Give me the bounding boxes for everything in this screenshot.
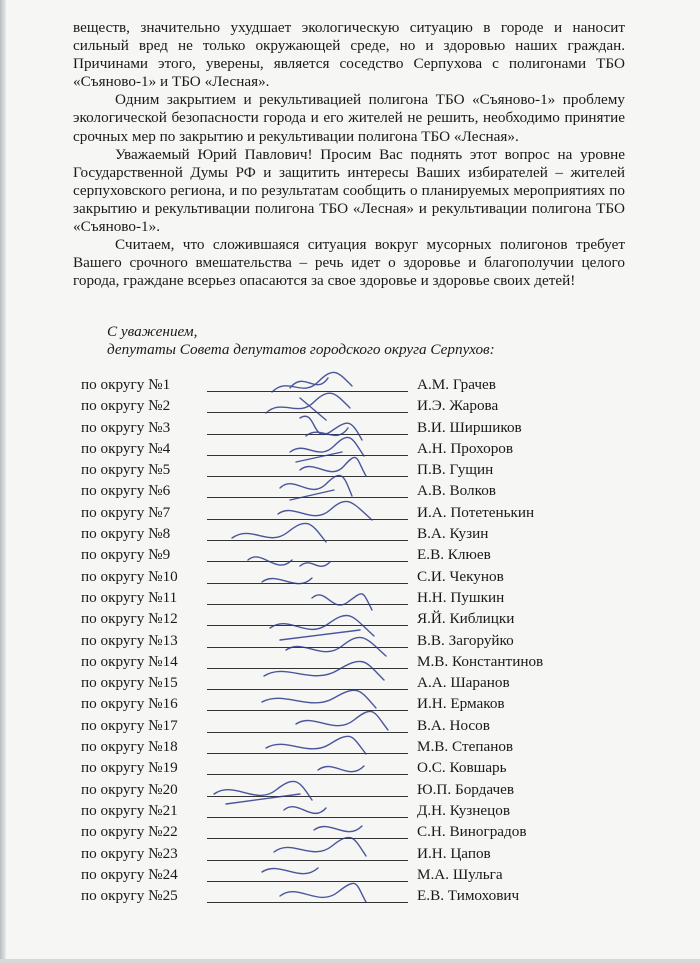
district-label: по округу №25 <box>81 887 178 905</box>
deputy-name: М.В. Константинов <box>417 652 544 670</box>
deputy-name: И.А. Потетенькин <box>417 503 535 521</box>
district-label: по округу №22 <box>81 823 178 841</box>
signature-row <box>0 568 700 589</box>
signature-row <box>0 823 700 844</box>
district-label: по округу №8 <box>81 525 171 543</box>
district-label: по округу №21 <box>81 801 178 819</box>
signature-row <box>0 781 700 802</box>
deputy-name: А.В. Волков <box>417 482 496 500</box>
signature-row <box>0 525 700 546</box>
deputy-name: И.Н. Ермаков <box>417 695 505 713</box>
deputy-name: М.В. Степанов <box>417 738 514 756</box>
district-label: по округу №1 <box>81 376 171 393</box>
signature-line <box>207 774 408 775</box>
deputy-name: Н.Н. Пушкин <box>417 588 505 606</box>
signature-list <box>0 376 700 908</box>
district-label: по округу №4 <box>81 439 171 457</box>
district-label: по округу №2 <box>81 397 171 415</box>
signature-row <box>0 440 700 461</box>
deputy-name: В.А. Кузин <box>417 525 489 543</box>
deputy-name: С.Н. Виноградов <box>417 823 527 841</box>
signature-row <box>0 866 700 887</box>
deputy-name: О.С. Ковшарь <box>417 759 507 777</box>
deputy-name: П.В. Гущин <box>417 461 494 479</box>
district-label: по округу №3 <box>81 418 171 436</box>
district-label: по округу №14 <box>81 652 178 670</box>
deputy-name: И.Н. Цапов <box>417 844 491 862</box>
deputy-name: В.А. Носов <box>417 716 490 734</box>
signature-line <box>207 412 408 413</box>
signature-row <box>0 461 700 482</box>
district-label: по округу №18 <box>81 738 178 756</box>
district-label: по округу №6 <box>81 482 171 500</box>
closing-signatories: депутаты Совета депутатов городского округа Серпухов: <box>107 341 495 359</box>
signature-row <box>0 397 700 418</box>
paragraph-appeal: Уважаемый Юрий Павлович! Просим Вас поднять этот вопрос на уровне Государственной Думы РФ и защитить интересы Ваших избирателей – жителей серпуховского региона, и по результатам сообщить о планируемых мероприятиях по закрытию и рекультивации полигона ТБО «Лесная» и рекультивации полигона ТБО «Съяново-1». <box>73 145 625 236</box>
closing-regards: С уважением, <box>107 323 198 340</box>
signature-row <box>0 738 700 759</box>
signature-row <box>0 674 700 695</box>
signature-row <box>0 653 700 674</box>
signature-line <box>207 519 408 520</box>
signature-line <box>207 455 408 456</box>
signature-line <box>207 838 408 839</box>
signature-line <box>207 540 408 541</box>
district-label: по округу №23 <box>81 844 178 862</box>
deputy-name: В.В. Загоруйко <box>417 631 514 649</box>
signature-row <box>0 759 700 780</box>
signature-row <box>0 717 700 738</box>
signature-row <box>0 610 700 631</box>
signature-line <box>207 817 408 818</box>
deputy-name: Ю.П. Бордачев <box>417 780 515 798</box>
district-label: по округу №7 <box>81 503 171 521</box>
district-label: по округу №5 <box>81 461 171 479</box>
signature-line <box>207 710 408 711</box>
district-label: по округу №9 <box>81 546 171 564</box>
district-label: по округу №19 <box>81 759 178 777</box>
deputy-name: А.Н. Прохоров <box>417 439 514 457</box>
deputy-name: Д.Н. Кузнецов <box>417 801 511 819</box>
district-label: по округу №16 <box>81 695 178 713</box>
signature-row <box>0 887 700 908</box>
signature-line <box>207 625 408 626</box>
district-label: по округу №17 <box>81 716 178 734</box>
signature-line <box>207 434 408 435</box>
signature-row <box>0 802 700 823</box>
district-label: по округу №13 <box>81 631 178 649</box>
signature-row <box>0 504 700 525</box>
signature-line <box>207 561 408 562</box>
signature-line <box>207 732 408 733</box>
deputy-name: А.М. Грачев <box>417 376 496 393</box>
closing-block <box>107 323 495 360</box>
district-label: по округу №15 <box>81 674 178 692</box>
signature-line <box>207 753 408 754</box>
deputy-name: Е.В. Клюев <box>417 546 491 564</box>
deputy-name: Я.Й. Киблицки <box>417 610 515 628</box>
signature-row <box>0 589 700 610</box>
signature-row <box>0 632 700 653</box>
signature-row <box>0 546 700 567</box>
paragraph-urgency: Считаем, что сложившаяся ситуация вокруг мусорных полигонов требует Вашего срочного вмешательства – речь идет о здоровье и благополучии целого города, граждане всерьез опасаются за свое здоровье и здоровье своих детей! <box>73 236 625 290</box>
district-label: по округу №11 <box>81 588 178 606</box>
signature-line <box>207 391 408 392</box>
letter-body <box>73 19 625 290</box>
district-label: по округу №10 <box>81 567 178 585</box>
signature-line <box>207 647 408 648</box>
scan-bottom-edge <box>0 959 700 963</box>
signature-line <box>207 796 408 797</box>
signature-line <box>207 668 408 669</box>
deputy-name: Е.В. Тимохович <box>417 887 520 905</box>
deputy-name: В.И. Ширшиков <box>417 418 522 436</box>
signature-line <box>207 689 408 690</box>
signature-row <box>0 845 700 866</box>
deputy-name: М.А. Шульга <box>417 865 503 883</box>
deputy-name: И.Э. Жарова <box>417 397 499 415</box>
signature-line <box>207 881 408 882</box>
paragraph-continuation: веществ, значительно ухудшает экологическую ситуацию в городе и наносит сильный вред не только окружающей среде, но и здоровью наших граждан. Причинами этого, уверены, является соседство Серпухова с полигонами ТБО «Съяново-1» и ТБО «Лесная». <box>73 19 625 91</box>
district-label: по округу №24 <box>81 865 178 883</box>
paragraph-closure: Одним закрытием и рекультивацией полигона ТБО «Съяново-1» проблему экологической безопасности города и его жителей не решить, необходимо принятие срочных мер по закрытию и рекультивации полигона ТБО «Лесная». <box>73 91 625 145</box>
signature-row <box>0 419 700 440</box>
deputy-name: А.А. Шаранов <box>417 674 510 692</box>
signature-row <box>0 376 700 397</box>
district-label: по округу №12 <box>81 610 178 628</box>
signature-line <box>207 497 408 498</box>
signature-line <box>207 476 408 477</box>
signature-line <box>207 604 408 605</box>
signature-row <box>0 482 700 503</box>
signature-line <box>207 902 408 903</box>
deputy-name: С.И. Чекунов <box>417 567 504 585</box>
district-label: по округу №20 <box>81 780 178 798</box>
signature-row <box>0 695 700 716</box>
signature-line <box>207 860 408 861</box>
signature-line <box>207 583 408 584</box>
